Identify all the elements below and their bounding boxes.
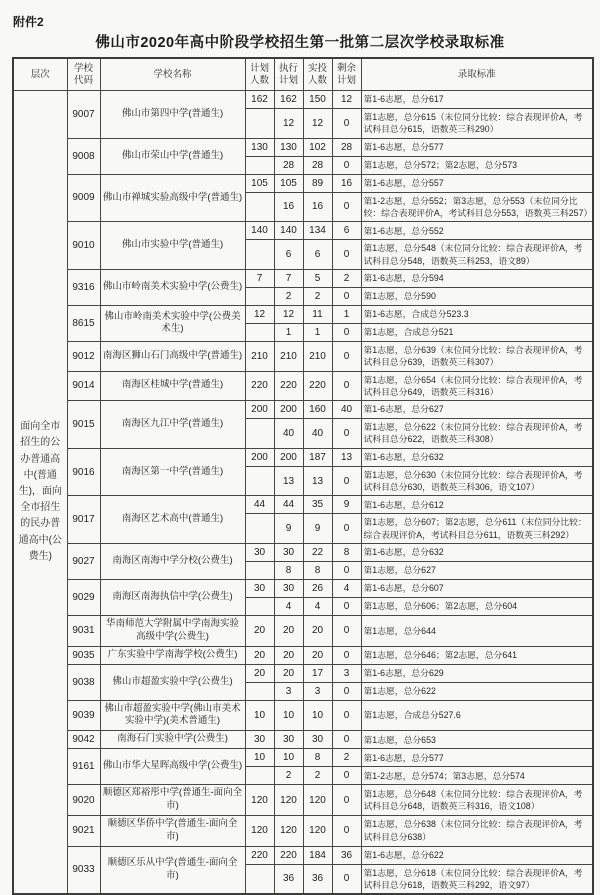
table-row	[13, 785, 593, 816]
remain-plan-cell: 36	[332, 846, 361, 864]
table-row	[13, 401, 593, 419]
standard-cell: 第1志愿，总分606；第2志愿，总分604	[361, 598, 593, 616]
school-name-cell: 南海区桂城中学(普通生)	[100, 371, 245, 401]
remain-plan-cell: 0	[332, 419, 361, 449]
plan-count-cell	[245, 156, 274, 174]
actual-count-cell: 20	[303, 616, 332, 647]
school-code-cell: 9009	[67, 174, 100, 222]
actual-count-cell: 184	[303, 846, 332, 864]
actual-count-cell: 220	[303, 371, 332, 401]
table-row	[13, 544, 593, 562]
standard-cell: 第1-6志愿，总分607	[361, 580, 593, 598]
remain-plan-cell: 28	[332, 138, 361, 156]
plan-count-cell: 30	[245, 731, 274, 749]
table-row	[13, 496, 593, 514]
standard-cell: 第1志愿，总分653	[361, 731, 593, 749]
table-row	[13, 448, 593, 466]
standard-cell: 第1-6志愿，总分629	[361, 664, 593, 682]
actual-count-cell: 11	[303, 305, 332, 323]
table-row	[13, 731, 593, 749]
school-name-cell: 佛山市荣山中学(普通生)	[100, 138, 245, 174]
actual-count-cell: 13	[303, 466, 332, 496]
table-row	[13, 700, 593, 731]
plan-count-cell: 210	[245, 341, 274, 371]
remain-plan-cell: 9	[332, 496, 361, 514]
table-row	[13, 269, 593, 287]
school-name-cell: 南海石门实验中学(公费生)	[100, 731, 245, 749]
school-code-cell: 9029	[67, 580, 100, 616]
standard-cell: 第1-6志愿，总分594	[361, 269, 593, 287]
exec-plan-cell: 105	[274, 174, 303, 192]
school-name-cell: 南海区狮山石门高级中学(普通生)	[100, 341, 245, 371]
standard-cell: 第1志愿，总分590	[361, 287, 593, 305]
table-row	[13, 138, 593, 156]
exec-plan-cell: 220	[274, 371, 303, 401]
actual-count-cell: 102	[303, 138, 332, 156]
table-row	[13, 646, 593, 664]
standard-cell: 第1志愿，总分627	[361, 562, 593, 580]
remain-plan-cell: 0	[332, 767, 361, 785]
remain-plan-cell: 2	[332, 269, 361, 287]
school-code-cell: 9020	[67, 785, 100, 816]
exec-plan-cell: 3	[274, 682, 303, 700]
table-row	[13, 815, 593, 846]
plan-count-cell	[245, 562, 274, 580]
exec-plan-cell: 140	[274, 222, 303, 240]
actual-count-cell: 6	[303, 240, 332, 270]
school-name-cell: 佛山市岭南美术实验中学(公费美术生)	[100, 305, 245, 341]
school-code-cell: 9016	[67, 448, 100, 496]
actual-count-cell: 1	[303, 323, 332, 341]
actual-count-cell: 30	[303, 731, 332, 749]
plan-count-cell: 30	[245, 544, 274, 562]
exec-plan-cell: 20	[274, 616, 303, 647]
column-header-level: 层次	[13, 58, 67, 91]
remain-plan-cell: 1	[332, 305, 361, 323]
standard-cell: 第1-6志愿，总分617	[361, 91, 593, 109]
school-code-cell: 9316	[67, 269, 100, 305]
remain-plan-cell: 3	[332, 664, 361, 682]
remain-plan-cell: 0	[332, 785, 361, 816]
standard-cell: 第1-2志愿，总分574；第3志愿，总分574	[361, 767, 593, 785]
actual-count-cell: 20	[303, 646, 332, 664]
exec-plan-cell: 30	[274, 544, 303, 562]
standard-cell: 第1志愿，总分648（末位同分比较：综合表现评价A，考试科目总分648，语数英三科316，语文108）	[361, 785, 593, 816]
school-code-cell: 9035	[67, 646, 100, 664]
actual-count-cell: 16	[303, 192, 332, 222]
plan-count-cell: 220	[245, 846, 274, 864]
column-header-remain: 剩余计划	[332, 58, 361, 91]
exec-plan-cell: 1	[274, 323, 303, 341]
exec-plan-cell: 13	[274, 466, 303, 496]
standard-cell: 第1志愿，总分646；第2志愿，总分641	[361, 646, 593, 664]
actual-count-cell: 40	[303, 419, 332, 449]
column-header-exec: 执行计划	[274, 58, 303, 91]
exec-plan-cell: 10	[274, 749, 303, 767]
plan-count-cell: 162	[245, 91, 274, 109]
school-code-cell: 9033	[67, 846, 100, 894]
plan-count-cell: 140	[245, 222, 274, 240]
school-code-cell: 9031	[67, 616, 100, 647]
school-code-cell: 9010	[67, 222, 100, 270]
standard-cell: 第1-6志愿，合成总分523.3	[361, 305, 593, 323]
actual-count-cell: 160	[303, 401, 332, 419]
exec-plan-cell: 162	[274, 91, 303, 109]
table-row	[13, 305, 593, 323]
school-code-cell: 8615	[67, 305, 100, 341]
school-code-cell: 9021	[67, 815, 100, 846]
school-name-cell: 南海区九江中学(普通生)	[100, 401, 245, 449]
remain-plan-cell: 0	[332, 815, 361, 846]
standard-cell: 第1-6志愿，总分622	[361, 846, 593, 864]
plan-count-cell	[245, 287, 274, 305]
plan-count-cell: 12	[245, 305, 274, 323]
plan-count-cell	[245, 598, 274, 616]
table-row	[13, 91, 593, 109]
table-body	[13, 91, 593, 895]
actual-count-cell: 36	[303, 864, 332, 894]
remain-plan-cell: 12	[332, 91, 361, 109]
remain-plan-cell: 0	[332, 323, 361, 341]
exec-plan-cell: 10	[274, 700, 303, 731]
school-code-cell: 9039	[67, 700, 100, 731]
exec-plan-cell: 8	[274, 562, 303, 580]
school-name-cell: 佛山市超盈实验中学(佛山市美术实验中学)(美术普通生)	[100, 700, 245, 731]
exec-plan-cell: 30	[274, 580, 303, 598]
exec-plan-cell: 130	[274, 138, 303, 156]
school-name-cell: 顺德区乐从中学(普通生-面向全市)	[100, 846, 245, 894]
plan-count-cell: 120	[245, 815, 274, 846]
header-row	[13, 58, 593, 91]
remain-plan-cell: 6	[332, 222, 361, 240]
table-row	[13, 222, 593, 240]
school-code-cell: 9038	[67, 664, 100, 700]
remain-plan-cell: 0	[332, 682, 361, 700]
plan-count-cell	[245, 514, 274, 544]
actual-count-cell: 10	[303, 700, 332, 731]
standard-cell: 第1-6志愿，总分577	[361, 749, 593, 767]
table-row	[13, 371, 593, 401]
plan-count-cell	[245, 466, 274, 496]
plan-count-cell	[245, 109, 274, 139]
page-title: 佛山市2020年高中阶段学校招生第一批第二层次学校录取标准	[95, 35, 505, 51]
remain-plan-cell: 16	[332, 174, 361, 192]
plan-count-cell	[245, 682, 274, 700]
plan-count-cell: 10	[245, 700, 274, 731]
exec-plan-cell: 200	[274, 448, 303, 466]
remain-plan-cell: 0	[332, 192, 361, 222]
school-name-cell: 佛山市禅城实验高级中学(普通生)	[100, 174, 245, 222]
table-row	[13, 749, 593, 767]
actual-count-cell: 28	[303, 156, 332, 174]
standard-cell: 第1志愿，合成总分527.6	[361, 700, 593, 731]
plan-count-cell	[245, 192, 274, 222]
school-name-cell: 南海区第一中学(普通生)	[100, 448, 245, 496]
school-name-cell: 南海区艺术高中(普通生)	[100, 496, 245, 544]
exec-plan-cell: 12	[274, 305, 303, 323]
exec-plan-cell: 6	[274, 240, 303, 270]
remain-plan-cell: 40	[332, 401, 361, 419]
remain-plan-cell: 0	[332, 341, 361, 371]
remain-plan-cell: 4	[332, 580, 361, 598]
standard-cell: 第1志愿，总分622（末位同分比较：综合表现评价A，考试科目总分622，语数英三科308）	[361, 419, 593, 449]
remain-plan-cell: 0	[332, 598, 361, 616]
actual-count-cell: 150	[303, 91, 332, 109]
actual-count-cell: 17	[303, 664, 332, 682]
remain-plan-cell: 0	[332, 646, 361, 664]
plan-count-cell: 10	[245, 749, 274, 767]
school-name-cell: 广东实验中学南海学校(公费生)	[100, 646, 245, 664]
plan-count-cell: 220	[245, 371, 274, 401]
remain-plan-cell: 0	[332, 514, 361, 544]
standard-cell: 第1志愿，总分654（末位同分比较：综合表现评价A，考试科目总分649，语数英三科316）	[361, 371, 593, 401]
exec-plan-cell: 7	[274, 269, 303, 287]
school-name-cell: 华南师范大学附属中学南海实验高级中学(公费生)	[100, 616, 245, 647]
standard-cell: 第1-6志愿，总分632	[361, 448, 593, 466]
table-row	[13, 580, 593, 598]
table-row	[13, 341, 593, 371]
attachment-label: 附件2	[13, 15, 44, 29]
remain-plan-cell: 0	[332, 616, 361, 647]
remain-plan-cell: 0	[332, 240, 361, 270]
table-row	[13, 174, 593, 192]
school-name-cell: 南海区南海中学分校(公费生)	[100, 544, 245, 580]
standard-cell: 第1志愿，总分638（末位同分比较：综合表现评价A，考试科目总分638）	[361, 815, 593, 846]
level-cell: 面向全市招生的公办普通高中(普通生)，面向全市招生的民办普通高中(公费生)	[13, 91, 67, 895]
admission-standards-table	[12, 57, 594, 895]
school-name-cell: 佛山市华大星晖高级中学(公费生)	[100, 749, 245, 785]
plan-count-cell	[245, 767, 274, 785]
standard-cell: 第1志愿，合成总分521	[361, 323, 593, 341]
plan-count-cell: 200	[245, 401, 274, 419]
exec-plan-cell: 2	[274, 287, 303, 305]
school-code-cell: 9017	[67, 496, 100, 544]
standard-cell: 第1志愿，总分607；第2志愿，总分611（末位同分比较：综合表现评价A，考试科目总分611，语数英三科292）	[361, 514, 593, 544]
school-code-cell: 9015	[67, 401, 100, 449]
plan-count-cell: 20	[245, 646, 274, 664]
plan-count-cell: 130	[245, 138, 274, 156]
actual-count-cell: 2	[303, 767, 332, 785]
school-name-cell: 佛山市实验中学(普通生)	[100, 222, 245, 270]
column-header-name: 学校名称	[100, 58, 245, 91]
actual-count-cell: 26	[303, 580, 332, 598]
exec-plan-cell: 20	[274, 646, 303, 664]
column-header-actual: 实投人数	[303, 58, 332, 91]
school-code-cell: 9161	[67, 749, 100, 785]
actual-count-cell: 12	[303, 109, 332, 139]
standard-cell: 第1-6志愿，总分627	[361, 401, 593, 419]
standard-cell: 第1志愿，总分618（末位同分比较：综合表现评价A，考试科目总分618，语数英三科292，语文97）	[361, 864, 593, 894]
actual-count-cell: 210	[303, 341, 332, 371]
standard-cell: 第1-6志愿，总分612	[361, 496, 593, 514]
school-code-cell: 9027	[67, 544, 100, 580]
remain-plan-cell: 0	[332, 562, 361, 580]
table-row	[13, 846, 593, 864]
actual-count-cell: 9	[303, 514, 332, 544]
standard-cell: 第1-6志愿，总分577	[361, 138, 593, 156]
actual-count-cell: 89	[303, 174, 332, 192]
column-header-plan: 计划人数	[245, 58, 274, 91]
school-name-cell: 佛山市超盈实验中学(公费生)	[100, 664, 245, 700]
remain-plan-cell: 2	[332, 749, 361, 767]
remain-plan-cell: 0	[332, 731, 361, 749]
standard-cell: 第1志愿，总分639（末位同分比较：综合表现评价A，考试科目总分639，语数英三科307）	[361, 341, 593, 371]
actual-count-cell: 120	[303, 785, 332, 816]
standard-cell: 第1-6志愿，总分557	[361, 174, 593, 192]
remain-plan-cell: 0	[332, 156, 361, 174]
exec-plan-cell: 220	[274, 846, 303, 864]
school-name-cell: 南海区南海执信中学(公费生)	[100, 580, 245, 616]
remain-plan-cell: 0	[332, 864, 361, 894]
column-header-standard: 录取标准	[361, 58, 593, 91]
exec-plan-cell: 120	[274, 785, 303, 816]
remain-plan-cell: 0	[332, 371, 361, 401]
exec-plan-cell: 40	[274, 419, 303, 449]
remain-plan-cell: 0	[332, 109, 361, 139]
school-name-cell: 顺德区华侨中学(普通生-面向全市)	[100, 815, 245, 846]
column-header-code: 学校代码	[67, 58, 100, 91]
plan-count-cell: 20	[245, 664, 274, 682]
actual-count-cell: 8	[303, 562, 332, 580]
exec-plan-cell: 210	[274, 341, 303, 371]
exec-plan-cell: 2	[274, 767, 303, 785]
school-name-cell: 佛山市岭南美术实验中学(公费生)	[100, 269, 245, 305]
standard-cell: 第1志愿，总分622	[361, 682, 593, 700]
standard-cell: 第1志愿，总分644	[361, 616, 593, 647]
actual-count-cell: 120	[303, 815, 332, 846]
exec-plan-cell: 120	[274, 815, 303, 846]
school-code-cell: 9007	[67, 91, 100, 139]
table-header	[13, 58, 593, 91]
exec-plan-cell: 20	[274, 664, 303, 682]
exec-plan-cell: 12	[274, 109, 303, 139]
plan-count-cell: 30	[245, 580, 274, 598]
remain-plan-cell: 0	[332, 700, 361, 731]
school-code-cell: 9014	[67, 371, 100, 401]
actual-count-cell: 5	[303, 269, 332, 287]
exec-plan-cell: 36	[274, 864, 303, 894]
plan-count-cell	[245, 419, 274, 449]
school-code-cell: 9008	[67, 138, 100, 174]
table-row	[13, 616, 593, 647]
exec-plan-cell: 28	[274, 156, 303, 174]
actual-count-cell: 22	[303, 544, 332, 562]
actual-count-cell: 35	[303, 496, 332, 514]
actual-count-cell: 2	[303, 287, 332, 305]
plan-count-cell	[245, 240, 274, 270]
standard-cell: 第1志愿，总分572；第2志愿，总分573	[361, 156, 593, 174]
remain-plan-cell: 0	[332, 287, 361, 305]
actual-count-cell: 4	[303, 598, 332, 616]
plan-count-cell	[245, 323, 274, 341]
school-code-cell: 9012	[67, 341, 100, 371]
table-row	[13, 664, 593, 682]
plan-count-cell: 20	[245, 616, 274, 647]
standard-cell: 第1-2志愿，总分552；第3志愿，总分553（末位同分比较：综合表现评价A，考试科目总分553，语数英三科257）	[361, 192, 593, 222]
exec-plan-cell: 4	[274, 598, 303, 616]
remain-plan-cell: 13	[332, 448, 361, 466]
standard-cell: 第1-6志愿，总分632	[361, 544, 593, 562]
standard-cell: 第1-6志愿，总分552	[361, 222, 593, 240]
remain-plan-cell: 8	[332, 544, 361, 562]
exec-plan-cell: 30	[274, 731, 303, 749]
school-code-cell: 9042	[67, 731, 100, 749]
plan-count-cell: 44	[245, 496, 274, 514]
exec-plan-cell: 200	[274, 401, 303, 419]
plan-count-cell: 200	[245, 448, 274, 466]
plan-count-cell	[245, 864, 274, 894]
standard-cell: 第1志愿，总分548（末位同分比较：综合表现评价A，考试科目总分548，语数英三科253，语文89）	[361, 240, 593, 270]
plan-count-cell: 120	[245, 785, 274, 816]
actual-count-cell: 8	[303, 749, 332, 767]
standard-cell: 第1志愿，总分630（末位同分比较：综合表现评价A，考试科目总分630，语数英三科306，语文107）	[361, 466, 593, 496]
remain-plan-cell: 0	[332, 466, 361, 496]
plan-count-cell: 7	[245, 269, 274, 287]
standard-cell: 第1志愿，总分615（末位同分比较：综合表现评价A，考试科目总分615，语数英三科290）	[361, 109, 593, 139]
exec-plan-cell: 16	[274, 192, 303, 222]
actual-count-cell: 134	[303, 222, 332, 240]
actual-count-cell: 3	[303, 682, 332, 700]
school-name-cell: 佛山市第四中学(普通生)	[100, 91, 245, 139]
school-name-cell: 顺德区郑裕彤中学(普通生-面向全市)	[100, 785, 245, 816]
plan-count-cell: 105	[245, 174, 274, 192]
exec-plan-cell: 9	[274, 514, 303, 544]
actual-count-cell: 187	[303, 448, 332, 466]
exec-plan-cell: 44	[274, 496, 303, 514]
